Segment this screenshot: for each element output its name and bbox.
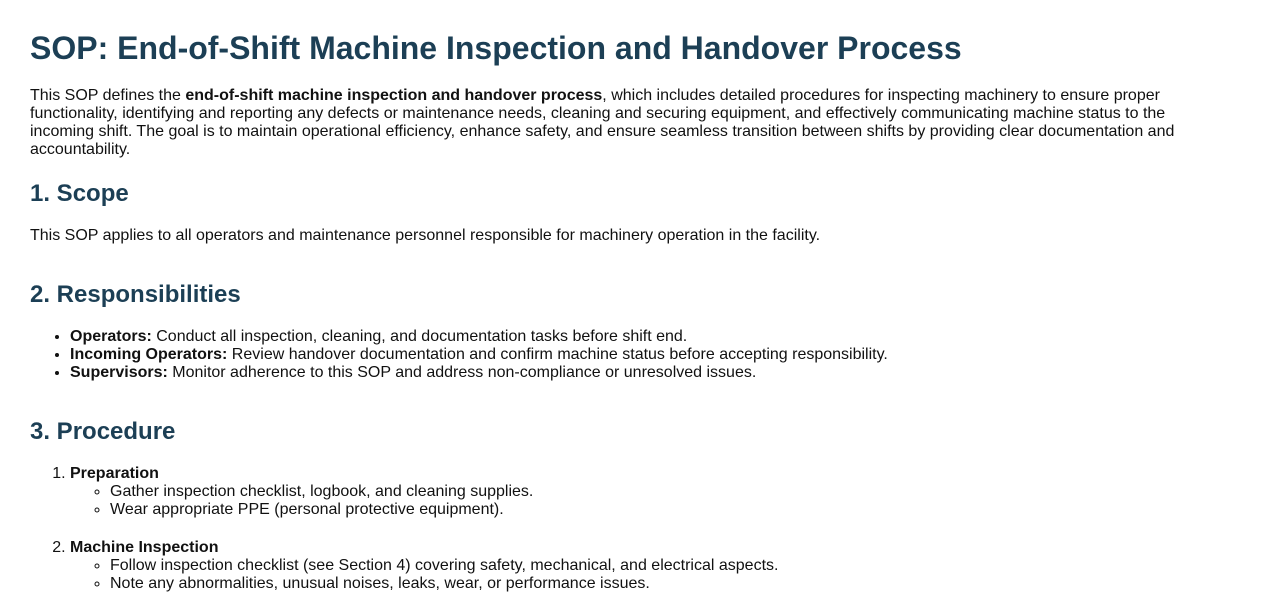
responsibilities-list	[30, 328, 1233, 382]
step-title: Machine Inspection	[70, 539, 219, 556]
procedure-step	[70, 539, 1233, 593]
step-items	[70, 483, 1233, 519]
role-label: Incoming Operators:	[70, 346, 228, 363]
step-items	[70, 557, 1233, 593]
scope-text: This SOP applies to all operators and maintenance personnel responsible for machinery operation in the facility.	[30, 227, 821, 244]
page-title: SOP: End-of-Shift Machine Inspection and Handover Process	[30, 30, 962, 66]
intro-text-after: , which includes detailed procedures for inspecting machinery to ensure proper functionality, identifying and reporting any defects or maintenance needs, cleaning and securing equipment, and effectively communicating machine status to the incoming shift. The goal is to maintain operational efficiency, enhance safety, and ensure seamless transition between shifts by providing clear documentation and accountability.	[30, 87, 1175, 158]
role-label: Supervisors:	[70, 364, 168, 381]
role-description: Conduct all inspection, cleaning, and documentation tasks before shift end.	[151, 328, 688, 345]
list-item: ◦ Follow inspection checklist (see Section 4) covering safety, mechanical, and electrical aspects.	[110, 557, 1233, 575]
list-item: ◦ Note any abnormalities, unusual noises, leaks, wear, or performance issues.	[110, 575, 1233, 593]
list-item: ◦ Gather inspection checklist, logbook, and cleaning supplies.	[110, 483, 1233, 501]
list-item	[70, 364, 1233, 382]
role-description: Monitor adherence to this SOP and address non-compliance or unresolved issues.	[167, 364, 757, 381]
list-item	[70, 328, 1233, 346]
procedure-step	[70, 465, 1233, 519]
procedure-steps	[30, 465, 1233, 593]
list-item: ◦ Wear appropriate PPE (personal protective equipment).	[110, 501, 1233, 519]
responsibilities-heading: 2. Responsibilities	[30, 281, 241, 308]
intro-text-before: This SOP defines the	[30, 87, 186, 104]
list-item	[70, 346, 1233, 364]
role-description: Review handover documentation and confirm machine status before accepting responsibility.	[227, 346, 888, 363]
procedure-heading: 3. Procedure	[30, 418, 176, 445]
intro-text-bold: end-of-shift machine inspection and handover process	[185, 87, 603, 104]
step-title: Preparation	[70, 465, 159, 482]
role-label: Operators:	[70, 328, 152, 345]
intro-paragraph	[30, 87, 1233, 159]
scope-heading: 1. Scope	[30, 180, 129, 207]
